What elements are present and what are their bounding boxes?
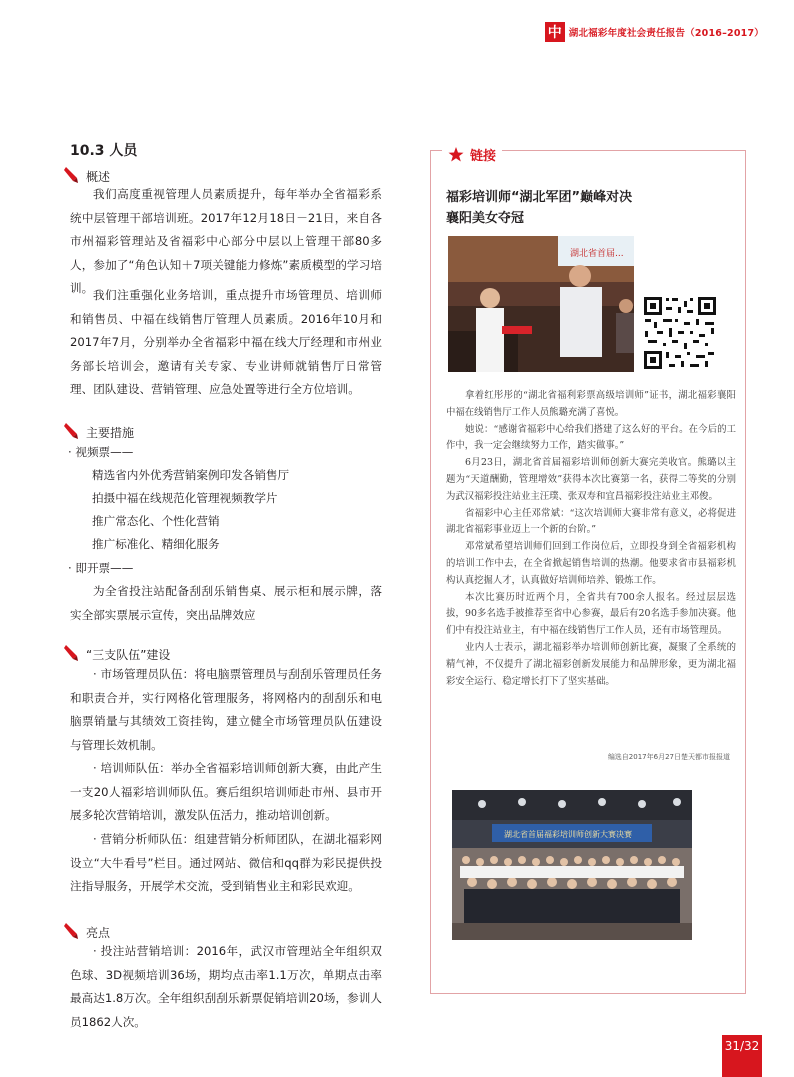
list-item: 拍摄中福在线规范化管理视频教学片 [92, 491, 278, 505]
page-number: 31/32 [722, 1035, 762, 1057]
section-heading: 10.3 人员 [70, 143, 138, 159]
subheading-overview [62, 164, 110, 184]
market-manager-paragraph: · 市场管理员队伍：将电脑票管理员与刮刮乐管理员任务和职责合并，实行网格化管理服务，将网格内的刮刮乐和电脑票销量与其绩效工资挂钩，建立健全市场管理员队伍建设与管理长效机制。 [70, 667, 382, 752]
highlights-paragraph: · 投注站营销培训：2016年，武汉市管理站全年组织双色球、3D视频培训36场，期均点击率1.1万次，单期点击率最高达1.8万次。全年组织刮刮乐新票促销培训20场，参训人员1862人次。 [70, 944, 382, 1029]
pen-icon [62, 642, 82, 662]
article-paragraph: 拿着红彤彤的“湖北省福利彩票高级培训师”证书，湖北福彩襄阳中福在线销售厅工作人员熊璐充满了喜悦。 [446, 390, 736, 418]
page-edge-bar [722, 1057, 762, 1077]
article-paragraph: 6月23日，湖北省首届福彩培训师创新大赛完美收官。熊璐以主题为“天道酬勤，管理增效”获得本次比赛第一名，获得二等奖的分别为武汉福彩投注站业主汪璞、张双寿和宜昌福彩投注站业主邓俊。 [446, 457, 736, 502]
sidebar-title-line-1: 福彩培训师“湖北军团”巅峰对决 [446, 190, 633, 205]
video-ticket-title: · 视频票—— [68, 445, 134, 459]
group-photo [452, 790, 692, 940]
article-paragraph: 她说：“感谢省福彩中心给我们搭建了这么好的平台。在今后的工作中，我一定会继续努力工作，踏实做事。” [446, 423, 736, 452]
page-header [545, 22, 764, 42]
qr-code-icon [642, 295, 718, 371]
sidebar-article [446, 388, 736, 690]
subheading-three-teams [62, 642, 170, 662]
article-paragraph: 本次比赛历时近两个月，全省共有700余人报名。经过层层选拔，90多名选手被推荐至省中心参赛，最后有20名选手参加决赛。他们中有投注站业主，有中福在线销售厅工作人员，还有市场管理员。 [446, 591, 736, 637]
subheading-label: 主要措施 [86, 426, 135, 440]
trainer-paragraph: · 培训师队伍：举办全省福彩培训师创新大赛，由此产生一支20人福彩培训师队伍。赛后组织培训师赴市州、县市开展多轮次营销培训，激发队伍活力，推动培训创新。 [70, 761, 382, 822]
article-paragraph: 省福彩中心主任邓常斌：“这次培训师大赛非常有意义，必将促进湖北省福彩事业迈上一个新的台阶。” [446, 507, 736, 536]
overview-paragraph-1: 我们高度重视管理人员素质提升，每年举办全省福彩系统中层管理干部培训班。2017年12月18日－21日，来自各市州福彩管理站及省福彩中心部分中层以上管理干部80多人，参加了“角色认知＋7项关键能力修炼”素质模型的学习培训。 [70, 187, 382, 295]
article-paragraph: 邓常斌希望培训师们回到工作岗位后，立即投身到全省福彩机构的培训工作中去，在全省掀起销售培训的热潮。他要求省市县福彩机构认真挖掘人才，认真做好培训师培养、锻炼工作。 [446, 541, 736, 586]
list-item: 推广标准化、精细化服务 [92, 537, 220, 551]
link-label: 链接 [470, 149, 497, 164]
pen-icon [62, 420, 82, 440]
link-header [442, 145, 502, 164]
photo-banner-text: 湖北省首届... [570, 249, 624, 259]
pen-icon [62, 920, 82, 940]
instant-ticket-title: · 即开票—— [68, 561, 134, 575]
article-paragraph: 业内人士表示，湖北福彩举办培训师创新比赛，凝聚了全系统的精气神，不仅提升了湖北福彩创新发展能力和品牌形象，更为湖北福彩安全运行、稳定增长打下了坚实基础。 [446, 641, 736, 687]
article-source: 编选自2017年6月27日楚天都市报报道 [607, 753, 730, 761]
instant-ticket-text: 为全省投注站配备刮刮乐销售桌、展示柜和展示牌，落实全部实票展示宣传，突出品牌效应 [70, 584, 382, 622]
subheading-measures [62, 420, 134, 440]
overview-paragraph-2: 我们注重强化业务培训，重点提升市场管理员、培训师和销售员、中福在线销售厅管理人员素质。2016年10月和2017年7月，分别举办全省福彩中福在线大厅经理和市州业务部长培训会，邀请有关专家、专业讲师就销售厅日常管理、团队建设、营销管理、应急处置等进行全方位培训。 [70, 288, 382, 396]
sidebar-title-line-2: 襄阳美女夺冠 [446, 211, 525, 226]
star-icon [448, 146, 466, 164]
subheading-label: 亮点 [86, 926, 111, 940]
analyst-paragraph: · 营销分析师队伍：组建营销分析师团队，在湖北福彩网设立“大牛看号”栏目。通过网站、微信和qq群为彩民提供投注指导服务，开展学术交流，受到销售业主和彩民欢迎。 [70, 832, 382, 893]
award-photo [448, 236, 634, 372]
subheading-label: 概述 [86, 170, 111, 184]
pen-icon [62, 164, 82, 184]
subheading-highlights [62, 920, 110, 940]
list-item: 推广常态化、个性化营销 [92, 514, 220, 528]
welfare-lottery-logo: 中 [545, 22, 565, 42]
photo-banner-text: 湖北省首届福彩培训师创新大赛决赛 [504, 830, 632, 839]
report-title: 湖北福彩年度社会责任报告（2016–2017） [568, 28, 764, 39]
list-item: 精选省内外优秀营销案例印发各销售厅 [92, 468, 290, 482]
subheading-label: “三支队伍”建设 [86, 648, 171, 662]
